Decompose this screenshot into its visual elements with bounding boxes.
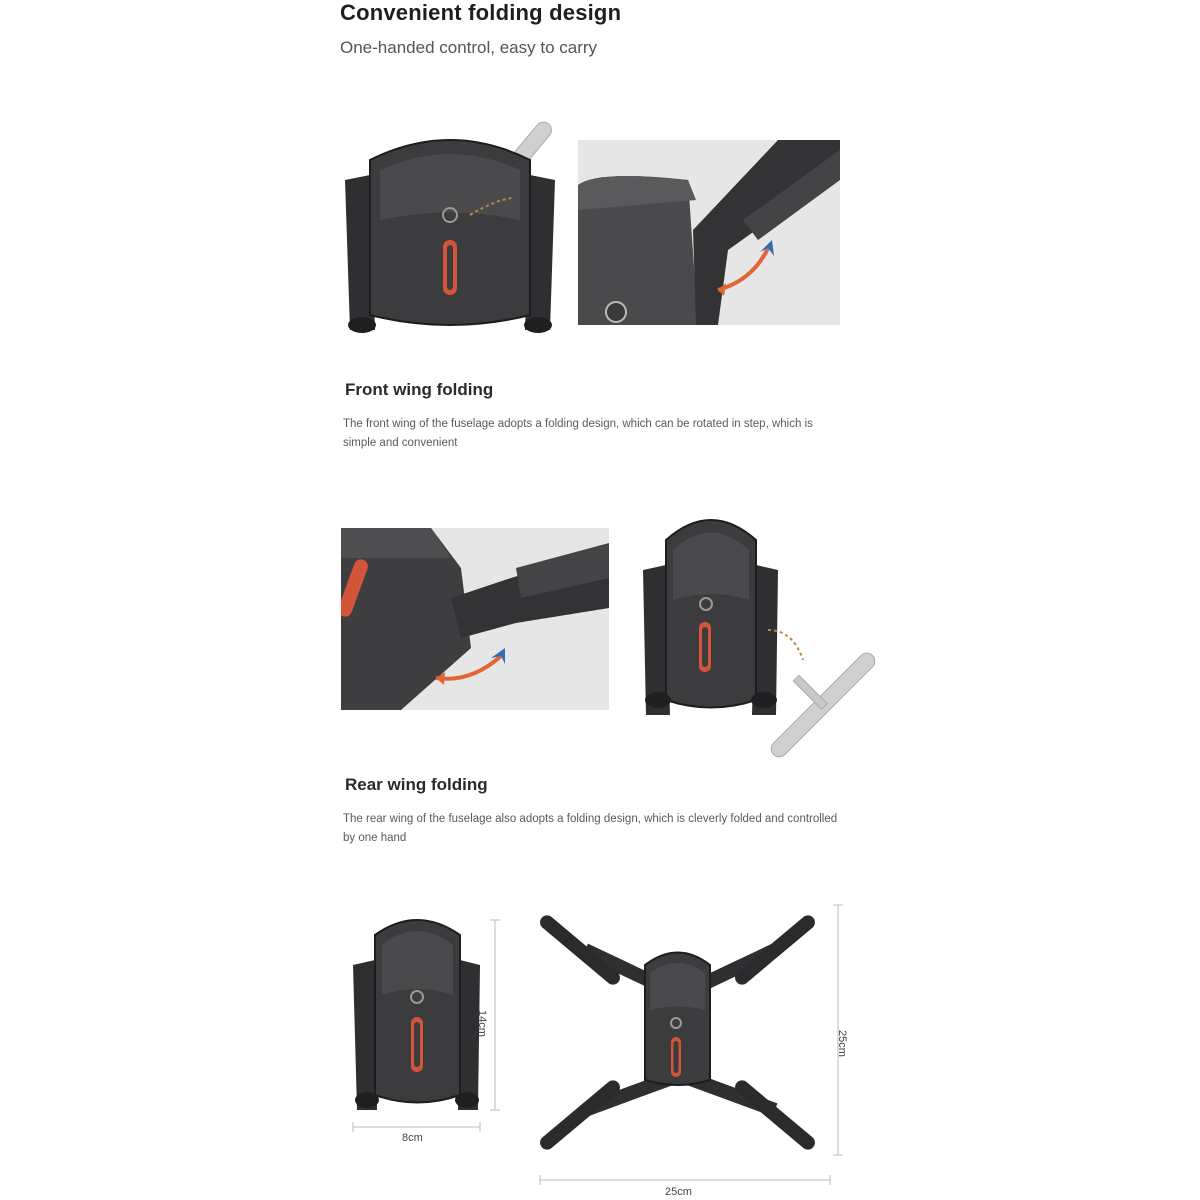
rear-arm-closeup-image xyxy=(341,528,609,710)
folded-width-label: 8cm xyxy=(402,1132,423,1144)
folded-height-label: 14cm xyxy=(476,1010,488,1037)
drone-folded-front-image xyxy=(330,100,570,340)
front-arm-closeup-image xyxy=(578,140,840,325)
drone-unfolded-dimensions-image xyxy=(530,895,860,1195)
unfolded-width-label: 25cm xyxy=(665,1186,692,1198)
front-wing-title: Front wing folding xyxy=(345,380,494,399)
drone-folded-dimensions-image xyxy=(345,905,525,1155)
unfolded-height-label: 25cm xyxy=(836,1030,848,1057)
drone-folded-rear-image xyxy=(628,500,878,775)
page-title: Convenient folding design xyxy=(340,0,622,25)
page-subtitle: One-handed control, easy to carry xyxy=(340,38,598,57)
front-wing-description: The front wing of the fuselage adopts a folding design, which can be rotated in step, which is simple and convenient xyxy=(343,418,813,449)
rear-wing-title: Rear wing folding xyxy=(345,775,488,794)
rear-wing-description: The rear wing of the fuselage also adopts a folding design, which is cleverly folded and controlled by one hand xyxy=(343,813,838,844)
